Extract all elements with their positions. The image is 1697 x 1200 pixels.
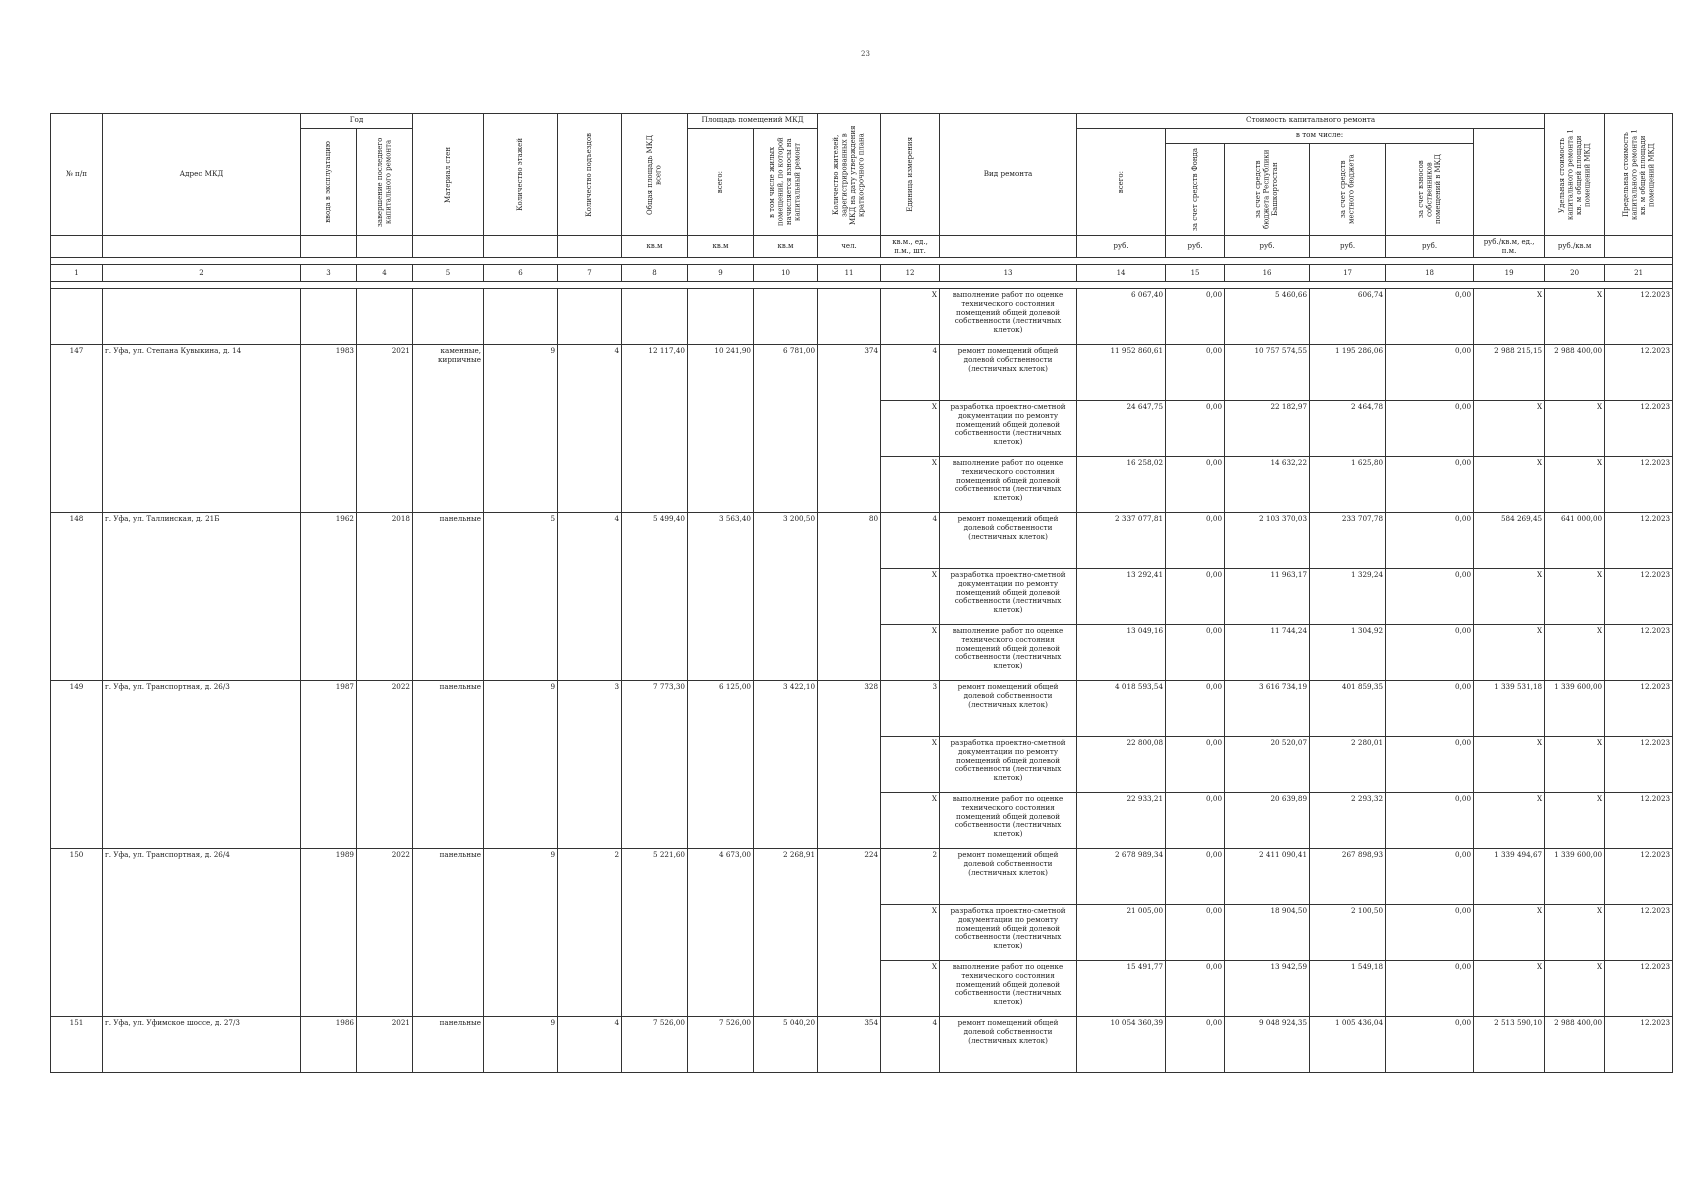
table-row <box>51 1017 1673 1073</box>
unit-cost: 1 339 531,18 <box>1474 681 1545 737</box>
cost-total: 15 491,77 <box>1077 961 1166 1017</box>
header-premises-group: Площадь помещений МКД <box>688 114 818 129</box>
repair-type: разработка проектно-сметной документации по ремонту помещений общей долевой собственности (лестничных клеток) <box>940 905 1077 961</box>
year-commission: 1983 <box>301 345 357 513</box>
column-number: 9 <box>688 265 754 282</box>
header-cost-total: всего: <box>1077 129 1166 236</box>
cost-total: 24 647,75 <box>1077 401 1166 457</box>
column-number: 18 <box>1386 265 1474 282</box>
cost-local: 1 005 436,04 <box>1310 1017 1386 1073</box>
cost-republic: 14 632,22 <box>1225 457 1310 513</box>
cost-local: 2 100,50 <box>1310 905 1386 961</box>
repair-type: выполнение работ по оценке технического состояния помещений общей долевой собственности (лестничных клеток) <box>940 457 1077 513</box>
house-address: г. Уфа, ул. Таллинская, д. 21Б <box>103 513 301 681</box>
cost-local: 2 280,01 <box>1310 737 1386 793</box>
column-number: 3 <box>301 265 357 282</box>
unit-cell: руб./кв.м <box>1545 236 1605 258</box>
cost-total: 4 018 593,54 <box>1077 681 1166 737</box>
unit-cost: X <box>1474 961 1545 1017</box>
unit-cell: руб. <box>1225 236 1310 258</box>
repair-type: разработка проектно-сметной документации по ремонту помещений общей долевой собственности (лестничных клеток) <box>940 569 1077 625</box>
max-cost: X <box>1545 457 1605 513</box>
header-wall-material: Материал стен <box>413 114 484 236</box>
unit-cell: кв.м <box>622 236 688 258</box>
house-number: 151 <box>51 1017 103 1073</box>
cost-republic: 5 460,66 <box>1225 289 1310 345</box>
column-number: 20 <box>1545 265 1605 282</box>
cost-owners: 0,00 <box>1386 849 1474 905</box>
year-last-repair: 2021 <box>357 345 413 513</box>
cost-owners: 0,00 <box>1386 569 1474 625</box>
cost-fund: 0,00 <box>1166 737 1225 793</box>
cost-total: 21 005,00 <box>1077 905 1166 961</box>
cost-local: 1 304,92 <box>1310 625 1386 681</box>
premises-paying: 5 040,20 <box>754 1017 818 1073</box>
year-last-repair: 2018 <box>357 513 413 681</box>
column-numbers-row <box>51 265 1673 282</box>
unit-cost: 2 988 215,15 <box>1474 345 1545 401</box>
total-area: 12 117,40 <box>622 345 688 513</box>
work-unit: 2 <box>881 849 940 905</box>
cost-owners: 0,00 <box>1386 513 1474 569</box>
repair-type: выполнение работ по оценке технического состояния помещений общей долевой собственности (лестничных клеток) <box>940 289 1077 345</box>
entrances-count: 4 <box>558 1017 622 1073</box>
column-number: 2 <box>103 265 301 282</box>
cost-republic: 2 103 370,03 <box>1225 513 1310 569</box>
cost-owners: 0,00 <box>1386 1017 1474 1073</box>
work-unit: 3 <box>881 681 940 737</box>
repair-type: разработка проектно-сметной документации по ремонту помещений общей долевой собственности (лестничных клеток) <box>940 737 1077 793</box>
cost-republic: 9 048 924,35 <box>1225 1017 1310 1073</box>
entrances-count <box>558 289 622 345</box>
cost-fund: 0,00 <box>1166 569 1225 625</box>
planned-date: 12.2023 <box>1605 625 1673 681</box>
work-unit: 4 <box>881 513 940 569</box>
column-number: 12 <box>881 265 940 282</box>
unit-cost: X <box>1474 625 1545 681</box>
cost-republic: 20 639,89 <box>1225 793 1310 849</box>
max-cost: X <box>1545 905 1605 961</box>
house-address <box>103 289 301 345</box>
work-unit: X <box>881 625 940 681</box>
planned-date: 12.2023 <box>1605 1017 1673 1073</box>
unit-cost: X <box>1474 793 1545 849</box>
cost-owners: 0,00 <box>1386 737 1474 793</box>
header-cost-fund: за счет средств Фонда <box>1166 144 1225 236</box>
premises-total <box>688 289 754 345</box>
table-row <box>51 345 1673 401</box>
total-area: 5 221,60 <box>622 849 688 1017</box>
cost-local: 1 195 286,06 <box>1310 345 1386 401</box>
cost-fund: 0,00 <box>1166 513 1225 569</box>
planned-date: 12.2023 <box>1605 345 1673 401</box>
cost-owners: 0,00 <box>1386 625 1474 681</box>
cost-owners: 0,00 <box>1386 681 1474 737</box>
planned-date: 12.2023 <box>1605 289 1673 345</box>
cost-total: 6 067,40 <box>1077 289 1166 345</box>
premises-total: 6 125,00 <box>688 681 754 849</box>
residents-count: 374 <box>818 345 881 513</box>
header-floors: Количество этажей <box>484 114 558 236</box>
unit-cost: X <box>1474 457 1545 513</box>
column-number: 16 <box>1225 265 1310 282</box>
cost-republic: 22 182,97 <box>1225 401 1310 457</box>
repair-type: ремонт помещений общей долевой собственности (лестничных клеток) <box>940 345 1077 401</box>
column-number: 14 <box>1077 265 1166 282</box>
cost-owners: 0,00 <box>1386 961 1474 1017</box>
cost-owners: 0,00 <box>1386 289 1474 345</box>
cost-fund: 0,00 <box>1166 905 1225 961</box>
work-unit: X <box>881 905 940 961</box>
cost-owners: 0,00 <box>1386 345 1474 401</box>
year-last-repair: 2021 <box>357 1017 413 1073</box>
max-cost: X <box>1545 961 1605 1017</box>
unit-cell: руб. <box>1310 236 1386 258</box>
cost-fund: 0,00 <box>1166 849 1225 905</box>
max-cost: X <box>1545 289 1605 345</box>
cost-owners: 0,00 <box>1386 401 1474 457</box>
house-number: 150 <box>51 849 103 1017</box>
floors-count: 9 <box>484 1017 558 1073</box>
planned-date: 12.2023 <box>1605 681 1673 737</box>
planned-date: 12.2023 <box>1605 793 1673 849</box>
column-number: 6 <box>484 265 558 282</box>
repair-type: выполнение работ по оценке технического состояния помещений общей долевой собственности (лестничных клеток) <box>940 793 1077 849</box>
entrances-count: 4 <box>558 513 622 681</box>
floors-count: 9 <box>484 681 558 849</box>
unit-cell: кв.м <box>754 236 818 258</box>
total-area <box>622 289 688 345</box>
cost-owners: 0,00 <box>1386 457 1474 513</box>
house-number: 148 <box>51 513 103 681</box>
header-cost-local: за счет средств местного бюджета <box>1310 144 1386 236</box>
planned-date: 12.2023 <box>1605 457 1673 513</box>
cost-republic: 11 963,17 <box>1225 569 1310 625</box>
header-cost-owners: за счет взносов собственников помещений в МКД <box>1386 144 1474 236</box>
cost-fund: 0,00 <box>1166 681 1225 737</box>
entrances-count: 2 <box>558 849 622 1017</box>
table-row <box>51 289 1673 345</box>
repair-type: выполнение работ по оценке технического состояния помещений общей долевой собственности (лестничных клеток) <box>940 961 1077 1017</box>
header-entrances: Количество подъездов <box>558 114 622 236</box>
residents-count: 224 <box>818 849 881 1017</box>
max-cost: 641 000,00 <box>1545 513 1605 569</box>
cost-local: 1 549,18 <box>1310 961 1386 1017</box>
header-cost-including: в том числе: <box>1166 129 1474 144</box>
max-cost: 2 988 400,00 <box>1545 345 1605 401</box>
unit-cell: руб. <box>1166 236 1225 258</box>
max-cost: X <box>1545 625 1605 681</box>
capital-repair-table <box>50 113 1673 1073</box>
cost-fund: 0,00 <box>1166 345 1225 401</box>
unit-cost: 1 339 494,67 <box>1474 849 1545 905</box>
house-number: 149 <box>51 681 103 849</box>
table-row <box>51 681 1673 737</box>
header-year-group: Год <box>301 114 413 129</box>
cost-fund: 0,00 <box>1166 961 1225 1017</box>
year-commission: 1962 <box>301 513 357 681</box>
cost-total: 22 800,08 <box>1077 737 1166 793</box>
cost-local: 606,74 <box>1310 289 1386 345</box>
units-row <box>51 236 1673 258</box>
year-last-repair: 2022 <box>357 681 413 849</box>
house-number <box>51 289 103 345</box>
cost-fund: 0,00 <box>1166 625 1225 681</box>
cost-fund: 0,00 <box>1166 289 1225 345</box>
max-cost: 2 988 400,00 <box>1545 1017 1605 1073</box>
house-address: г. Уфа, ул. Транспортная, д. 26/4 <box>103 849 301 1017</box>
unit-cost: X <box>1474 569 1545 625</box>
cost-owners: 0,00 <box>1386 793 1474 849</box>
total-area: 5 499,40 <box>622 513 688 681</box>
column-number: 1 <box>51 265 103 282</box>
cost-fund: 0,00 <box>1166 457 1225 513</box>
cost-republic: 3 616 734,19 <box>1225 681 1310 737</box>
total-area: 7 773,30 <box>622 681 688 849</box>
repair-type: выполнение работ по оценке технического состояния помещений общей долевой собственности (лестничных клеток) <box>940 625 1077 681</box>
column-number: 10 <box>754 265 818 282</box>
year-commission: 1987 <box>301 681 357 849</box>
table-row <box>51 513 1673 569</box>
work-unit: X <box>881 793 940 849</box>
house-address: г. Уфа, ул. Степана Кувыкина, д. 14 <box>103 345 301 513</box>
year-commission: 1989 <box>301 849 357 1017</box>
unit-cell: кв.м <box>688 236 754 258</box>
work-unit: 4 <box>881 1017 940 1073</box>
work-unit: X <box>881 289 940 345</box>
column-number: 13 <box>940 265 1077 282</box>
cost-local: 401 859,35 <box>1310 681 1386 737</box>
work-unit: X <box>881 457 940 513</box>
premises-paying: 6 781,00 <box>754 345 818 513</box>
column-number: 7 <box>558 265 622 282</box>
cost-republic: 2 411 090,41 <box>1225 849 1310 905</box>
unit-cost: 2 513 590,10 <box>1474 1017 1545 1073</box>
unit-cost: X <box>1474 289 1545 345</box>
column-number: 15 <box>1166 265 1225 282</box>
planned-date: 12.2023 <box>1605 401 1673 457</box>
year-last-repair <box>357 289 413 345</box>
cost-fund: 0,00 <box>1166 793 1225 849</box>
column-number: 19 <box>1474 265 1545 282</box>
premises-total: 7 526,00 <box>688 1017 754 1073</box>
wall-material: панельные <box>413 849 484 1017</box>
max-cost: X <box>1545 569 1605 625</box>
wall-material <box>413 289 484 345</box>
planned-date: 12.2023 <box>1605 849 1673 905</box>
cost-republic: 11 744,24 <box>1225 625 1310 681</box>
column-number: 4 <box>357 265 413 282</box>
max-cost: 1 339 600,00 <box>1545 681 1605 737</box>
year-last-repair: 2022 <box>357 849 413 1017</box>
unit-cell: руб./кв.м, ед., п.м. <box>1474 236 1545 258</box>
wall-material: панельные <box>413 681 484 849</box>
premises-paying: 3 200,50 <box>754 513 818 681</box>
floors-count: 5 <box>484 513 558 681</box>
unit-cell: руб. <box>1386 236 1474 258</box>
repair-type: ремонт помещений общей долевой собственности (лестничных клеток) <box>940 513 1077 569</box>
unit-cost: 584 269,45 <box>1474 513 1545 569</box>
unit-cell: руб. <box>1077 236 1166 258</box>
cost-total: 22 933,21 <box>1077 793 1166 849</box>
house-number: 147 <box>51 345 103 513</box>
floors-count: 9 <box>484 345 558 513</box>
floors-count <box>484 289 558 345</box>
unit-cost: X <box>1474 737 1545 793</box>
work-unit: 4 <box>881 345 940 401</box>
column-number: 5 <box>413 265 484 282</box>
header-cost-republic: за счет средств бюджета Республики Башкортостан <box>1225 144 1310 236</box>
header-repair-type: Вид ремонта <box>940 114 1077 236</box>
planned-date: 12.2023 <box>1605 961 1673 1017</box>
entrances-count: 4 <box>558 345 622 513</box>
cost-fund: 0,00 <box>1166 1017 1225 1073</box>
cost-local: 1 329,24 <box>1310 569 1386 625</box>
planned-date: 12.2023 <box>1605 905 1673 961</box>
table-row <box>51 849 1673 905</box>
page-number: 23 <box>861 50 870 58</box>
cost-total: 13 292,41 <box>1077 569 1166 625</box>
cost-republic: 18 904,50 <box>1225 905 1310 961</box>
header-max-cost: Предельная стоимость капитального ремонта 1 кв. м общей площади помещений МКД <box>1605 114 1673 236</box>
header-address: Адрес МКД <box>103 114 301 236</box>
column-number: 21 <box>1605 265 1673 282</box>
cost-total: 2 337 077,81 <box>1077 513 1166 569</box>
header-premises-paying: в том числе жилых помещений, по которой начисляется взносы на капитальный ремонт <box>754 129 818 236</box>
header-total-area: Общая площадь МКД всего <box>622 114 688 236</box>
column-number: 17 <box>1310 265 1386 282</box>
cost-total: 10 054 360,39 <box>1077 1017 1166 1073</box>
entrances-count: 3 <box>558 681 622 849</box>
max-cost: X <box>1545 793 1605 849</box>
premises-paying: 2 268,91 <box>754 849 818 1017</box>
house-address: г. Уфа, ул. Уфимское шоссе, д. 27/3 <box>103 1017 301 1073</box>
residents-count: 328 <box>818 681 881 849</box>
year-commission <box>301 289 357 345</box>
unit-cost: X <box>1474 905 1545 961</box>
cost-republic: 10 757 574,55 <box>1225 345 1310 401</box>
cost-local: 233 707,78 <box>1310 513 1386 569</box>
header-year-commission: ввода в эксплуатацию <box>301 129 357 236</box>
house-address: г. Уфа, ул. Транспортная, д. 26/3 <box>103 681 301 849</box>
premises-total: 3 563,40 <box>688 513 754 681</box>
column-number: 8 <box>622 265 688 282</box>
planned-date: 12.2023 <box>1605 513 1673 569</box>
floors-count: 9 <box>484 849 558 1017</box>
cost-total: 13 049,16 <box>1077 625 1166 681</box>
repair-type: ремонт помещений общей долевой собственности (лестничных клеток) <box>940 1017 1077 1073</box>
residents-count <box>818 289 881 345</box>
cost-local: 1 625,80 <box>1310 457 1386 513</box>
header-premises-total: всего: <box>688 129 754 236</box>
year-commission: 1986 <box>301 1017 357 1073</box>
cost-owners: 0,00 <box>1386 905 1474 961</box>
unit-cell: чел. <box>818 236 881 258</box>
cost-total: 16 258,02 <box>1077 457 1166 513</box>
header-cost-group: Стоимость капитального ремонта <box>1077 114 1545 129</box>
unit-cost: X <box>1474 401 1545 457</box>
repair-type: разработка проектно-сметной документации по ремонту помещений общей долевой собственности (лестничных клеток) <box>940 401 1077 457</box>
unit-cell: кв.м., ед., п.м., шт. <box>881 236 940 258</box>
planned-date: 12.2023 <box>1605 737 1673 793</box>
cost-local: 2 464,78 <box>1310 401 1386 457</box>
planned-date: 12.2023 <box>1605 569 1673 625</box>
cost-local: 267 898,93 <box>1310 849 1386 905</box>
premises-paying <box>754 289 818 345</box>
work-unit: X <box>881 401 940 457</box>
header-year-last-repair: завершение последнего капитального ремонта <box>357 129 413 236</box>
premises-total: 10 241,90 <box>688 345 754 513</box>
header-unit-cost: Удельная стоимость капитального ремонта 1 кв. м общей площади помещений МКД <box>1545 114 1605 236</box>
wall-material: каменные, кирпичные <box>413 345 484 513</box>
cost-local: 2 293,32 <box>1310 793 1386 849</box>
repair-type: ремонт помещений общей долевой собственности (лестничных клеток) <box>940 681 1077 737</box>
wall-material: панельные <box>413 1017 484 1073</box>
header-residents: Количество жителей, зарегистрированных в МКД на дату утверждения краткосрочного плана <box>818 114 881 236</box>
column-number: 11 <box>818 265 881 282</box>
residents-count: 354 <box>818 1017 881 1073</box>
work-unit: X <box>881 961 940 1017</box>
residents-count: 80 <box>818 513 881 681</box>
max-cost: X <box>1545 737 1605 793</box>
premises-paying: 3 422,10 <box>754 681 818 849</box>
repair-type: ремонт помещений общей долевой собственности (лестничных клеток) <box>940 849 1077 905</box>
cost-total: 11 952 860,61 <box>1077 345 1166 401</box>
cost-republic: 13 942,59 <box>1225 961 1310 1017</box>
header-num: № п/п <box>51 114 103 236</box>
premises-total: 4 673,00 <box>688 849 754 1017</box>
max-cost: X <box>1545 401 1605 457</box>
header-unit: Единица измерения <box>881 114 940 236</box>
cost-total: 2 678 989,34 <box>1077 849 1166 905</box>
wall-material: панельные <box>413 513 484 681</box>
cost-republic: 20 520,07 <box>1225 737 1310 793</box>
work-unit: X <box>881 569 940 625</box>
work-unit: X <box>881 737 940 793</box>
cost-fund: 0,00 <box>1166 401 1225 457</box>
max-cost: 1 339 600,00 <box>1545 849 1605 905</box>
total-area: 7 526,00 <box>622 1017 688 1073</box>
